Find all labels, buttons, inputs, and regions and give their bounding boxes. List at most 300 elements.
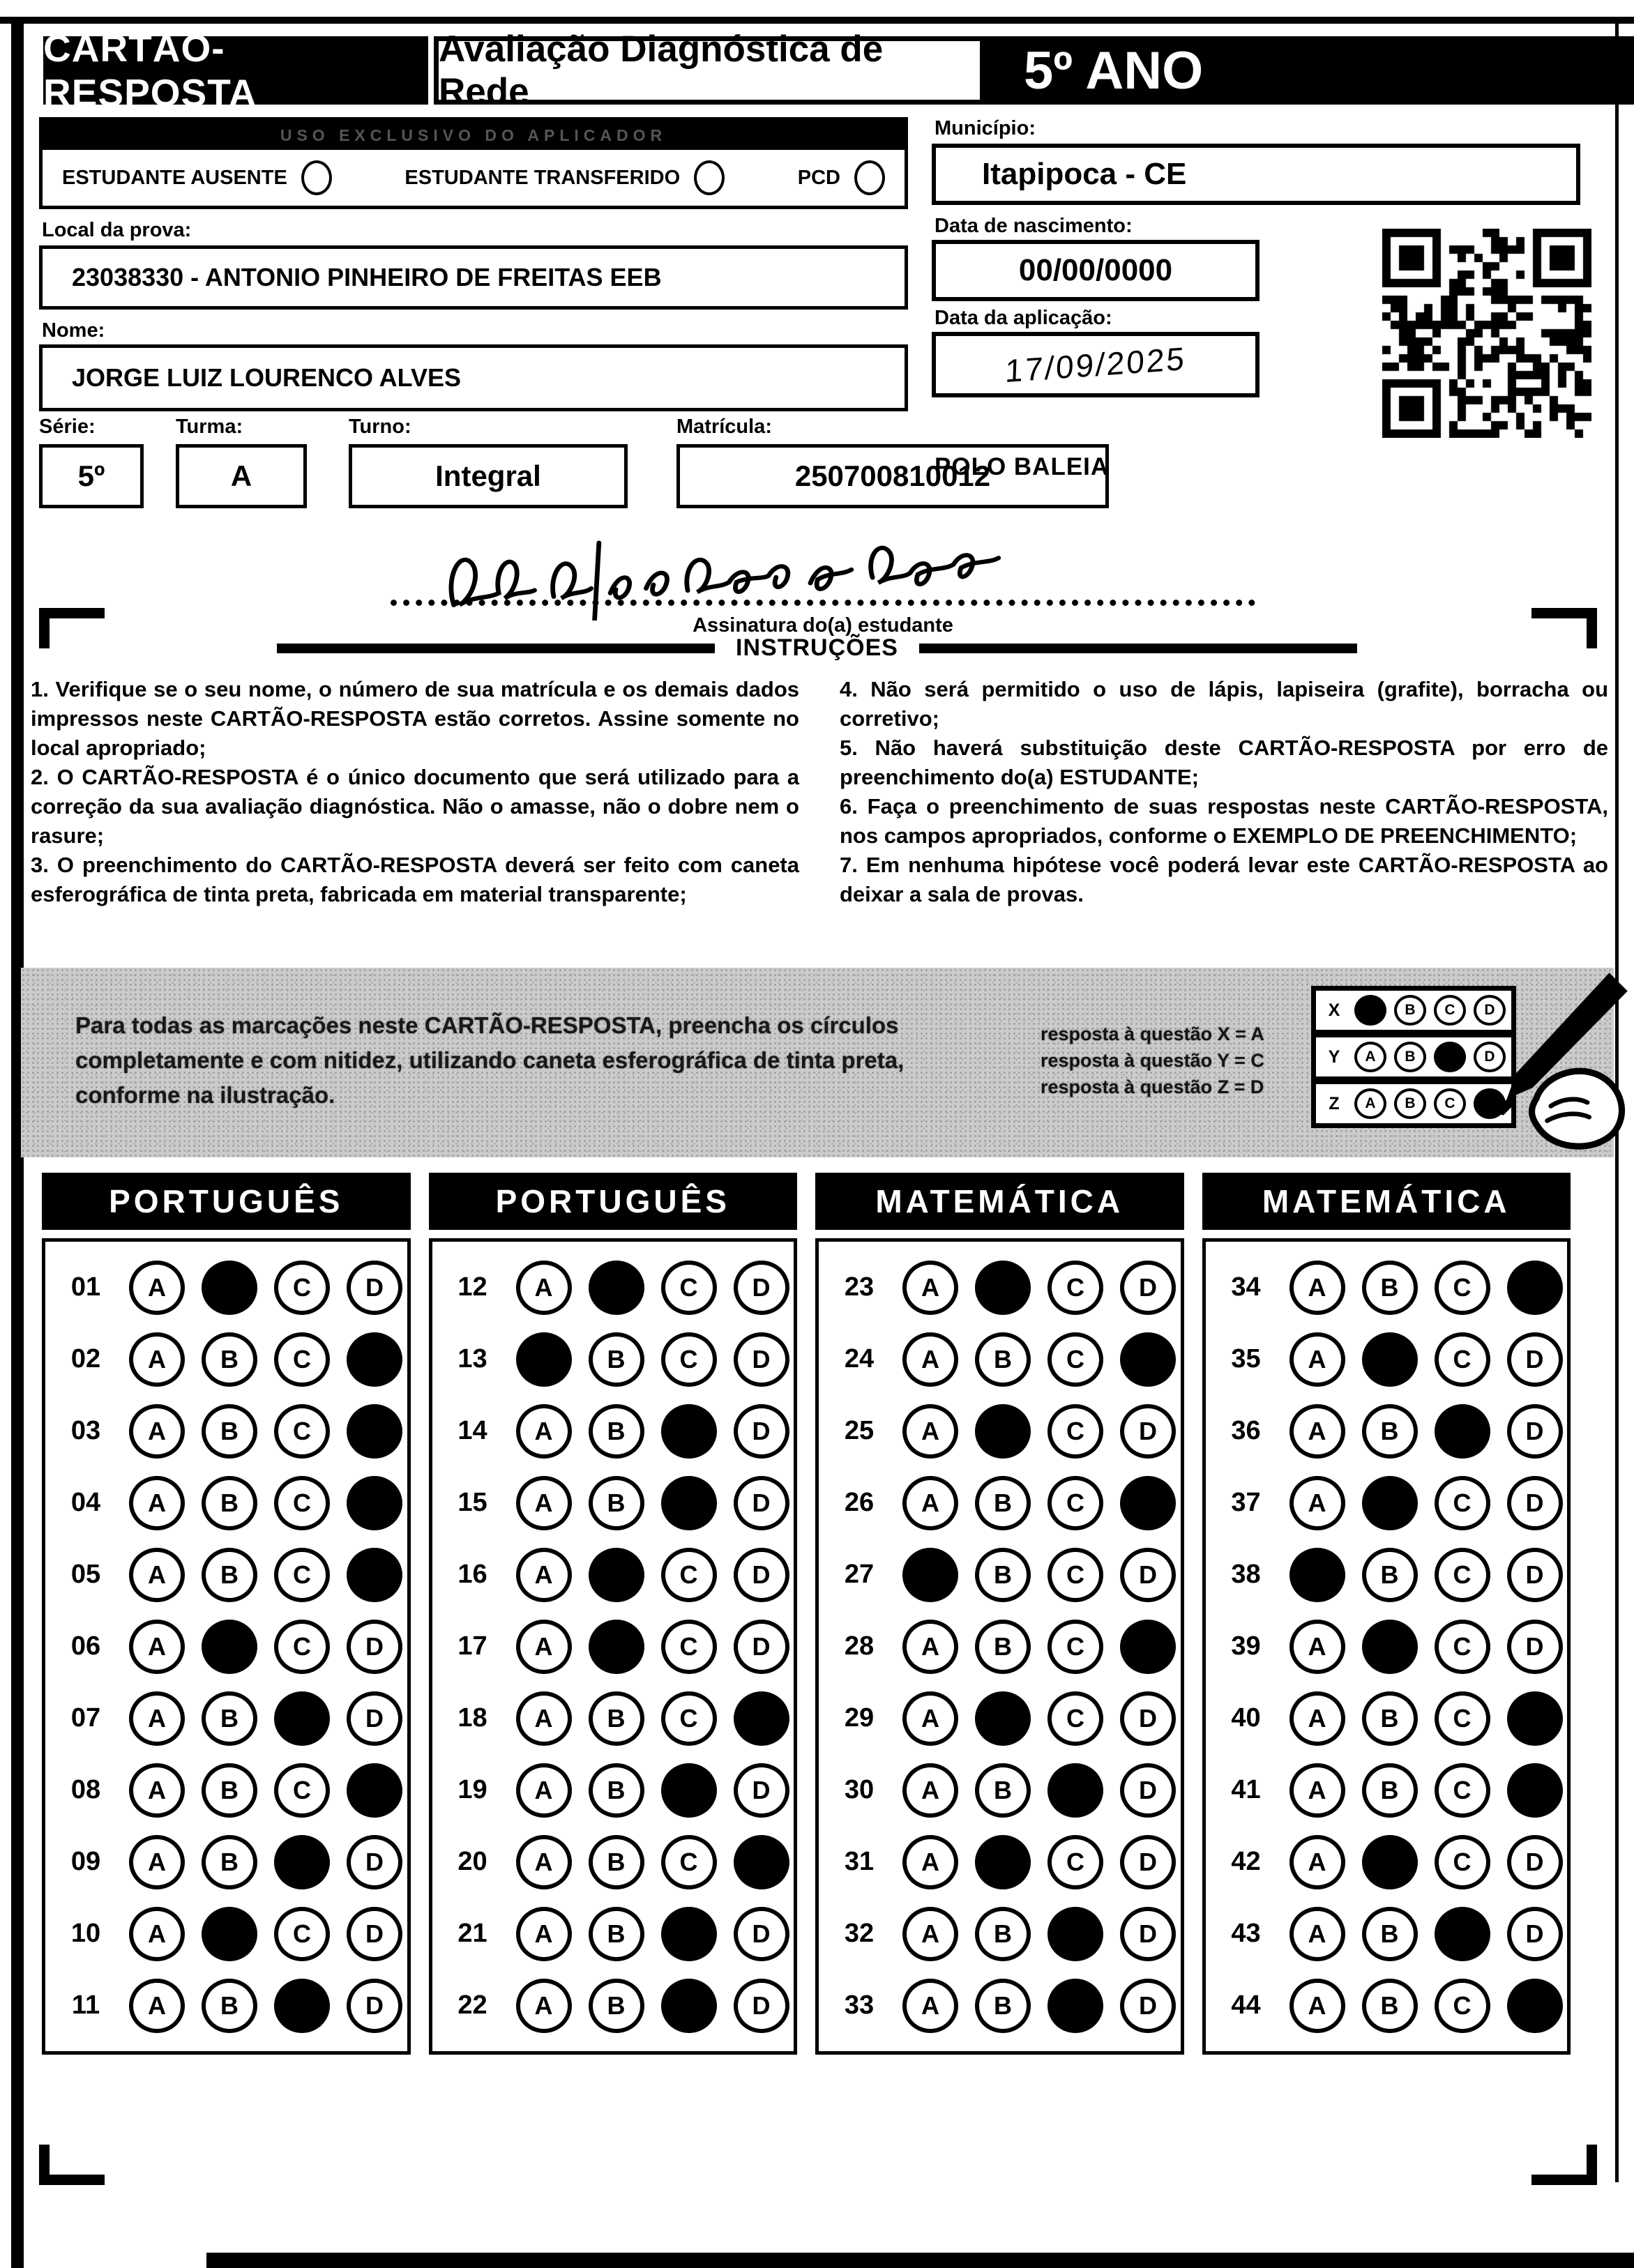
answer-bubble[interactable]: C bbox=[1047, 1261, 1103, 1315]
answer-bubble[interactable]: B bbox=[975, 1763, 1031, 1818]
question-row bbox=[1220, 1898, 1568, 1970]
answer-bubble[interactable] bbox=[1362, 1620, 1418, 1674]
answer-bubble[interactable] bbox=[589, 1548, 644, 1602]
answer-bubble[interactable] bbox=[1435, 1907, 1490, 1961]
question-number: 26 bbox=[844, 1488, 875, 1517]
answer-bubble[interactable]: D bbox=[1507, 1332, 1563, 1387]
answer-bubble[interactable] bbox=[347, 1548, 402, 1602]
answer-bubble[interactable]: C bbox=[274, 1261, 330, 1315]
question-number: 15 bbox=[457, 1488, 487, 1517]
answer-bubble[interactable] bbox=[1047, 1763, 1103, 1818]
answer-bubble[interactable]: A bbox=[129, 1404, 185, 1459]
question-number: 23 bbox=[844, 1272, 875, 1302]
answer-bubble[interactable]: C bbox=[1047, 1332, 1103, 1387]
corner-mark-bottom-left bbox=[39, 2145, 105, 2185]
answer-bubble[interactable]: D bbox=[734, 1763, 789, 1818]
answer-bubble[interactable]: C bbox=[1047, 1476, 1103, 1530]
answer-bubble[interactable]: D bbox=[347, 1261, 402, 1315]
question-number: 11 bbox=[71, 1991, 100, 2020]
answer-bubble[interactable] bbox=[1289, 1548, 1345, 1602]
card-title: CARTÃO-RESPOSTA bbox=[43, 36, 428, 105]
question-row bbox=[833, 1826, 1181, 1898]
subject-header: MATEMÁTICA bbox=[1202, 1173, 1571, 1230]
answer-bubble[interactable] bbox=[661, 1907, 717, 1961]
example-legend bbox=[1041, 1021, 1264, 1100]
answer-bubble[interactable]: B bbox=[202, 1476, 257, 1530]
answer-bubble[interactable] bbox=[902, 1548, 958, 1602]
answer-bubble[interactable]: D bbox=[734, 1332, 789, 1387]
answer-bubble[interactable]: B bbox=[589, 1332, 644, 1387]
instructions-columns bbox=[31, 675, 1608, 909]
answer-bubble[interactable]: B bbox=[975, 1907, 1031, 1961]
answer-bubble[interactable]: A bbox=[1289, 1763, 1345, 1818]
answer-bubble[interactable]: C bbox=[661, 1261, 717, 1315]
answer-bubble[interactable]: A bbox=[1289, 1261, 1345, 1315]
answer-bubble[interactable]: D bbox=[1507, 1404, 1563, 1459]
answer-bubble[interactable] bbox=[274, 1979, 330, 2033]
answer-bubble[interactable] bbox=[1120, 1476, 1176, 1530]
answer-bubble[interactable] bbox=[661, 1979, 717, 2033]
question-row bbox=[446, 1898, 794, 1970]
answer-bubble[interactable]: A bbox=[129, 1476, 185, 1530]
instructions-rule-left bbox=[277, 644, 715, 653]
answer-bubble[interactable]: D bbox=[347, 1979, 402, 2033]
answer-box bbox=[1202, 1238, 1571, 2055]
answer-bubble[interactable]: B bbox=[589, 1404, 644, 1459]
status-option-label: ESTUDANTE TRANSFERIDO bbox=[404, 166, 681, 189]
turma-value: A bbox=[176, 444, 307, 508]
question-row bbox=[833, 1323, 1181, 1395]
aplicacao-handwritten-date: 17/09/2025 bbox=[1004, 340, 1187, 390]
answer-bubble[interactable] bbox=[202, 1261, 257, 1315]
answer-bubble[interactable]: B bbox=[202, 1404, 257, 1459]
answer-bubble[interactable]: A bbox=[516, 1979, 572, 2033]
example-bubble: A bbox=[1354, 1088, 1386, 1119]
answer-bubble[interactable]: B bbox=[975, 1979, 1031, 2033]
answer-bubble[interactable]: A bbox=[516, 1835, 572, 1889]
answer-bubble[interactable] bbox=[1362, 1476, 1418, 1530]
signature-scribble bbox=[439, 516, 1025, 621]
matricula-value: 250700810012 bbox=[676, 444, 1109, 508]
answer-bubble[interactable]: A bbox=[516, 1404, 572, 1459]
status-option bbox=[404, 160, 725, 195]
question-number: 09 bbox=[70, 1847, 101, 1876]
answer-bubble[interactable]: C bbox=[1435, 1261, 1490, 1315]
answer-bubble[interactable]: A bbox=[1289, 1404, 1345, 1459]
answer-bubble[interactable]: A bbox=[129, 1907, 185, 1961]
answer-bubble[interactable]: A bbox=[129, 1691, 185, 1746]
answer-bubble[interactable]: A bbox=[516, 1261, 572, 1315]
answer-bubble[interactable]: C bbox=[1047, 1620, 1103, 1674]
answer-bubble[interactable] bbox=[975, 1404, 1031, 1459]
answer-bubble[interactable] bbox=[1047, 1907, 1103, 1961]
instruction-item: 3. O preenchimento do CARTÃO-RESPOSTA deverá ser feito com caneta esferográfica de tinta preta, fabricada em material transparente; bbox=[31, 853, 799, 906]
answer-bubble[interactable] bbox=[589, 1620, 644, 1674]
question-row bbox=[446, 1539, 794, 1611]
subject-header: PORTUGUÊS bbox=[42, 1173, 411, 1230]
answer-bubble[interactable]: A bbox=[1289, 1907, 1345, 1961]
answer-bubble[interactable]: D bbox=[1120, 1691, 1176, 1746]
answer-bubble[interactable]: A bbox=[902, 1763, 958, 1818]
answer-bubble[interactable]: D bbox=[1120, 1763, 1176, 1818]
question-row bbox=[1220, 1539, 1568, 1611]
question-row bbox=[833, 1539, 1181, 1611]
answer-bubble[interactable]: C bbox=[661, 1835, 717, 1889]
example-bubble: B bbox=[1394, 995, 1426, 1026]
question-number: 34 bbox=[1231, 1272, 1261, 1302]
answer-box bbox=[42, 1238, 411, 2055]
answer-bubble[interactable] bbox=[1507, 1691, 1563, 1746]
answer-bubble[interactable]: D bbox=[734, 1404, 789, 1459]
answer-bubble[interactable] bbox=[1047, 1979, 1103, 2033]
answer-bubble[interactable] bbox=[661, 1404, 717, 1459]
answer-bubble[interactable]: A bbox=[129, 1763, 185, 1818]
answer-bubble[interactable] bbox=[274, 1691, 330, 1746]
answer-bubble[interactable] bbox=[516, 1332, 572, 1387]
question-row bbox=[59, 1323, 407, 1395]
answer-bubble[interactable]: A bbox=[1289, 1332, 1345, 1387]
nome-label: Nome: bbox=[42, 319, 105, 342]
corner-mark-bottom-right bbox=[1531, 2145, 1597, 2185]
answers-grid bbox=[42, 1173, 1571, 2055]
question-number: 13 bbox=[457, 1344, 487, 1373]
signature-line[interactable] bbox=[391, 527, 1255, 606]
instruction-item: 4. Não será permitido o uso de lápis, lapiseira (grafite), borracha ou corretivo; bbox=[840, 677, 1608, 731]
example-bubble: A bbox=[1354, 1042, 1386, 1072]
answer-bubble[interactable]: D bbox=[1507, 1907, 1563, 1961]
question-row bbox=[446, 1467, 794, 1539]
question-number: 39 bbox=[1231, 1631, 1261, 1661]
answer-bubble[interactable]: C bbox=[1435, 1835, 1490, 1889]
answer-bubble[interactable]: D bbox=[734, 1620, 789, 1674]
answer-column bbox=[429, 1173, 798, 2055]
answer-bubble[interactable]: A bbox=[129, 1332, 185, 1387]
question-row bbox=[59, 1611, 407, 1682]
answer-bubble[interactable]: A bbox=[1289, 1691, 1345, 1746]
answer-bubble[interactable] bbox=[975, 1261, 1031, 1315]
question-number: 03 bbox=[70, 1416, 101, 1445]
answer-bubble[interactable]: D bbox=[734, 1907, 789, 1961]
answer-bubble[interactable]: A bbox=[902, 1404, 958, 1459]
question-row bbox=[833, 1898, 1181, 1970]
instructions-right bbox=[840, 675, 1608, 909]
question-number: 10 bbox=[70, 1919, 101, 1948]
question-row bbox=[446, 1251, 794, 1323]
turno-label: Turno: bbox=[349, 416, 411, 438]
answer-bubble[interactable]: D bbox=[347, 1691, 402, 1746]
answer-bubble[interactable]: A bbox=[516, 1548, 572, 1602]
answer-bubble[interactable]: B bbox=[1362, 1763, 1418, 1818]
question-number: 35 bbox=[1231, 1344, 1261, 1373]
example-band bbox=[21, 968, 1614, 1157]
header bbox=[43, 26, 1634, 114]
instructions-title-row bbox=[0, 634, 1634, 662]
answer-bubble[interactable] bbox=[975, 1691, 1031, 1746]
answer-bubble[interactable]: B bbox=[202, 1548, 257, 1602]
answer-bubble[interactable]: C bbox=[274, 1763, 330, 1818]
answer-bubble[interactable]: A bbox=[1289, 1476, 1345, 1530]
answer-bubble[interactable]: D bbox=[1120, 1548, 1176, 1602]
serie-group bbox=[39, 416, 144, 508]
answer-bubble[interactable]: D bbox=[734, 1979, 789, 2033]
answer-bubble[interactable]: B bbox=[589, 1763, 644, 1818]
question-number: 44 bbox=[1231, 1991, 1261, 2020]
question-row bbox=[446, 1754, 794, 1826]
question-number: 31 bbox=[844, 1847, 875, 1876]
answer-bubble[interactable]: B bbox=[589, 1691, 644, 1746]
answer-bubble[interactable] bbox=[1435, 1404, 1490, 1459]
answer-bubble[interactable]: A bbox=[516, 1763, 572, 1818]
answer-bubble[interactable]: C bbox=[1435, 1332, 1490, 1387]
answer-bubble[interactable]: C bbox=[661, 1548, 717, 1602]
answer-bubble[interactable]: B bbox=[975, 1620, 1031, 1674]
answer-bubble[interactable] bbox=[202, 1620, 257, 1674]
answer-bubble[interactable]: A bbox=[129, 1548, 185, 1602]
instruction-item: 6. Faça o preenchimento de suas respostas neste CARTÃO-RESPOSTA, nos campos apropriados, conforme o EXEMPLO DE PREENCHIMENTO; bbox=[840, 794, 1608, 848]
matricula-label: Matrícula: bbox=[676, 416, 772, 438]
question-number: 24 bbox=[844, 1344, 875, 1373]
answer-bubble[interactable]: B bbox=[202, 1763, 257, 1818]
example-legend-line: resposta à questão Z = D bbox=[1041, 1076, 1264, 1097]
answer-bubble[interactable]: C bbox=[661, 1691, 717, 1746]
answer-bubble[interactable]: C bbox=[1047, 1548, 1103, 1602]
answer-bubble[interactable]: A bbox=[902, 1691, 958, 1746]
status-box bbox=[39, 117, 908, 209]
answer-bubble[interactable] bbox=[1120, 1620, 1176, 1674]
aplicacao-label: Data da aplicação: bbox=[935, 307, 1112, 329]
answer-bubble[interactable] bbox=[347, 1476, 402, 1530]
answer-bubble[interactable]: A bbox=[516, 1620, 572, 1674]
example-bubble: D bbox=[1474, 1042, 1506, 1072]
serie-label: Série: bbox=[39, 416, 96, 438]
answer-bubble[interactable]: D bbox=[1120, 1979, 1176, 2033]
assessment-title: Avaliação Diagnóstica de Rede bbox=[434, 36, 985, 105]
question-number: 41 bbox=[1231, 1775, 1261, 1804]
question-row bbox=[1220, 1467, 1568, 1539]
answer-bubble[interactable]: D bbox=[347, 1907, 402, 1961]
answer-bubble[interactable]: A bbox=[1289, 1620, 1345, 1674]
answer-bubble[interactable]: A bbox=[902, 1261, 958, 1315]
answer-bubble[interactable]: A bbox=[129, 1835, 185, 1889]
turno-group bbox=[349, 416, 628, 508]
question-row bbox=[446, 1970, 794, 2041]
question-row bbox=[1220, 1395, 1568, 1467]
question-number: 21 bbox=[457, 1919, 487, 1948]
answer-bubble[interactable]: A bbox=[516, 1691, 572, 1746]
answer-bubble[interactable] bbox=[734, 1835, 789, 1889]
question-row bbox=[59, 1251, 407, 1323]
status-option-circle[interactable] bbox=[694, 160, 725, 195]
answer-bubble[interactable]: C bbox=[274, 1548, 330, 1602]
local-label: Local da prova: bbox=[42, 219, 192, 241]
question-row bbox=[59, 1898, 407, 1970]
answer-bubble[interactable] bbox=[202, 1907, 257, 1961]
answer-bubble[interactable]: D bbox=[734, 1548, 789, 1602]
subject-header: PORTUGUÊS bbox=[429, 1173, 798, 1230]
example-legend-line: resposta à questão Y = C bbox=[1041, 1050, 1264, 1071]
answer-bubble[interactable]: A bbox=[902, 1332, 958, 1387]
answer-bubble[interactable]: D bbox=[1120, 1835, 1176, 1889]
question-number: 04 bbox=[70, 1488, 101, 1517]
answer-bubble[interactable]: B bbox=[589, 1835, 644, 1889]
instructions-title: INSTRUÇÕES bbox=[736, 634, 898, 661]
question-number: 36 bbox=[1231, 1416, 1261, 1445]
question-number: 08 bbox=[70, 1775, 101, 1804]
answer-bubble[interactable]: B bbox=[975, 1476, 1031, 1530]
answer-bubble[interactable]: C bbox=[274, 1907, 330, 1961]
answer-bubble[interactable]: B bbox=[202, 1979, 257, 2033]
answer-bubble[interactable]: A bbox=[516, 1907, 572, 1961]
answer-bubble[interactable] bbox=[661, 1763, 717, 1818]
answer-bubble[interactable]: A bbox=[129, 1620, 185, 1674]
answer-box bbox=[429, 1238, 798, 2055]
question-number: 05 bbox=[70, 1560, 101, 1589]
answer-bubble[interactable]: B bbox=[1362, 1907, 1418, 1961]
question-row bbox=[446, 1323, 794, 1395]
answer-bubble[interactable]: D bbox=[734, 1261, 789, 1315]
answer-bubble[interactable]: B bbox=[589, 1476, 644, 1530]
qr-code bbox=[1382, 229, 1591, 438]
answer-bubble[interactable]: A bbox=[1289, 1979, 1345, 2033]
instructions-left bbox=[31, 675, 799, 909]
example-paragraph: Para todas as marcações neste CARTÃO-RESPOSTA, preencha os círculos completamente e com nitidez, utilizando caneta esferográfica de tinta preta, conforme na ilustração. bbox=[75, 1012, 905, 1108]
answer-bubble[interactable]: A bbox=[129, 1979, 185, 2033]
question-row bbox=[59, 1826, 407, 1898]
answer-bubble[interactable]: C bbox=[1435, 1763, 1490, 1818]
status-option-circle[interactable] bbox=[301, 160, 332, 195]
answer-bubble[interactable]: C bbox=[1435, 1476, 1490, 1530]
status-option-circle[interactable] bbox=[854, 160, 885, 195]
answer-bubble[interactable] bbox=[1507, 1261, 1563, 1315]
answer-bubble[interactable]: A bbox=[1289, 1835, 1345, 1889]
question-row bbox=[1220, 1323, 1568, 1395]
answer-bubble[interactable]: D bbox=[1507, 1548, 1563, 1602]
answer-bubble[interactable]: B bbox=[975, 1548, 1031, 1602]
answer-bubble[interactable]: B bbox=[589, 1979, 644, 2033]
answer-bubble[interactable]: D bbox=[734, 1476, 789, 1530]
turno-value: Integral bbox=[349, 444, 628, 508]
answer-bubble[interactable] bbox=[1120, 1332, 1176, 1387]
answer-bubble[interactable]: C bbox=[1047, 1835, 1103, 1889]
answer-bubble[interactable]: A bbox=[129, 1261, 185, 1315]
status-option-label: ESTUDANTE AUSENTE bbox=[62, 166, 287, 189]
answer-bubble[interactable]: B bbox=[1362, 1548, 1418, 1602]
question-number: 01 bbox=[70, 1272, 101, 1302]
question-number: 14 bbox=[457, 1416, 487, 1445]
answer-bubble[interactable]: B bbox=[975, 1332, 1031, 1387]
question-number: 43 bbox=[1231, 1919, 1261, 1948]
answer-bubble[interactable]: B bbox=[202, 1691, 257, 1746]
question-row bbox=[59, 1539, 407, 1611]
question-row bbox=[1220, 1611, 1568, 1682]
question-row bbox=[446, 1395, 794, 1467]
question-row bbox=[833, 1467, 1181, 1539]
example-bubble: D bbox=[1474, 995, 1506, 1026]
answer-bubble[interactable] bbox=[1362, 1835, 1418, 1889]
answer-bubble[interactable]: D bbox=[1507, 1620, 1563, 1674]
question-row bbox=[59, 1754, 407, 1826]
answer-bubble[interactable]: C bbox=[1047, 1691, 1103, 1746]
answer-bubble[interactable]: A bbox=[902, 1476, 958, 1530]
answer-bubble[interactable]: D bbox=[347, 1620, 402, 1674]
answer-bubble[interactable]: A bbox=[902, 1979, 958, 2033]
answer-bubble[interactable] bbox=[589, 1261, 644, 1315]
answer-bubble[interactable] bbox=[274, 1835, 330, 1889]
question-number: 30 bbox=[844, 1775, 875, 1804]
answer-bubble[interactable]: A bbox=[902, 1620, 958, 1674]
answer-bubble[interactable]: A bbox=[902, 1835, 958, 1889]
question-number: 33 bbox=[844, 1991, 875, 2020]
answer-bubble[interactable]: C bbox=[1047, 1404, 1103, 1459]
answer-bubble[interactable]: D bbox=[347, 1835, 402, 1889]
answer-bubble[interactable] bbox=[347, 1404, 402, 1459]
answer-bubble[interactable] bbox=[1507, 1979, 1563, 2033]
question-number: 29 bbox=[844, 1703, 875, 1733]
answer-bubble[interactable] bbox=[734, 1691, 789, 1746]
question-number: 16 bbox=[457, 1560, 487, 1589]
answer-bubble[interactable] bbox=[975, 1835, 1031, 1889]
answer-bubble[interactable]: D bbox=[1507, 1835, 1563, 1889]
answer-bubble[interactable]: C bbox=[274, 1476, 330, 1530]
answer-bubble[interactable] bbox=[347, 1332, 402, 1387]
answer-bubble[interactable] bbox=[1507, 1763, 1563, 1818]
answer-bubble[interactable] bbox=[347, 1763, 402, 1818]
answer-bubble[interactable]: C bbox=[1435, 1691, 1490, 1746]
status-row bbox=[43, 150, 905, 206]
answer-bubble[interactable]: C bbox=[661, 1332, 717, 1387]
answer-bubble[interactable]: D bbox=[1507, 1476, 1563, 1530]
question-row bbox=[446, 1826, 794, 1898]
nascimento-value: 00/00/0000 bbox=[932, 240, 1259, 301]
question-number: 17 bbox=[457, 1631, 487, 1661]
answer-bubble[interactable]: A bbox=[902, 1907, 958, 1961]
turma-group bbox=[176, 416, 307, 508]
applicator-bar: USO EXCLUSIVO DO APLICADOR bbox=[43, 121, 905, 150]
answer-bubble[interactable]: B bbox=[1362, 1261, 1418, 1315]
question-row bbox=[833, 1611, 1181, 1682]
question-number: 20 bbox=[457, 1847, 487, 1876]
answer-bubble[interactable]: C bbox=[1435, 1979, 1490, 2033]
signature-block bbox=[391, 527, 1255, 637]
example-row-label: Z bbox=[1329, 1093, 1340, 1113]
answer-bubble[interactable]: C bbox=[661, 1620, 717, 1674]
answer-box bbox=[815, 1238, 1184, 2055]
answer-bubble[interactable] bbox=[661, 1476, 717, 1530]
answer-bubble[interactable]: D bbox=[1120, 1404, 1176, 1459]
answer-bubble[interactable]: B bbox=[589, 1907, 644, 1961]
polo-label: POLO BALEIA bbox=[935, 453, 1110, 480]
answer-bubble[interactable]: B bbox=[1362, 1979, 1418, 2033]
municipio-label: Município: bbox=[935, 117, 1036, 139]
answer-bubble[interactable]: C bbox=[274, 1620, 330, 1674]
instruction-item: 5. Não haverá substituição deste CARTÃO-RESPOSTA por erro de preenchimento do(a) ESTUDANTE; bbox=[840, 736, 1608, 789]
answer-bubble[interactable]: D bbox=[1120, 1907, 1176, 1961]
answer-bubble[interactable]: B bbox=[1362, 1404, 1418, 1459]
answer-bubble[interactable]: D bbox=[1120, 1261, 1176, 1315]
answer-bubble[interactable]: C bbox=[274, 1332, 330, 1387]
answer-bubble[interactable]: B bbox=[202, 1332, 257, 1387]
answer-bubble[interactable]: C bbox=[274, 1404, 330, 1459]
nome-value: JORGE LUIZ LOURENCO ALVES bbox=[39, 344, 908, 411]
answer-bubble[interactable]: B bbox=[1362, 1691, 1418, 1746]
answer-bubble[interactable]: B bbox=[202, 1835, 257, 1889]
answer-bubble[interactable]: C bbox=[1435, 1548, 1490, 1602]
answer-bubble[interactable] bbox=[1362, 1332, 1418, 1387]
question-row bbox=[833, 1682, 1181, 1754]
answer-bubble[interactable]: C bbox=[1435, 1620, 1490, 1674]
question-number: 22 bbox=[457, 1991, 487, 2020]
answer-bubble[interactable]: A bbox=[516, 1476, 572, 1530]
